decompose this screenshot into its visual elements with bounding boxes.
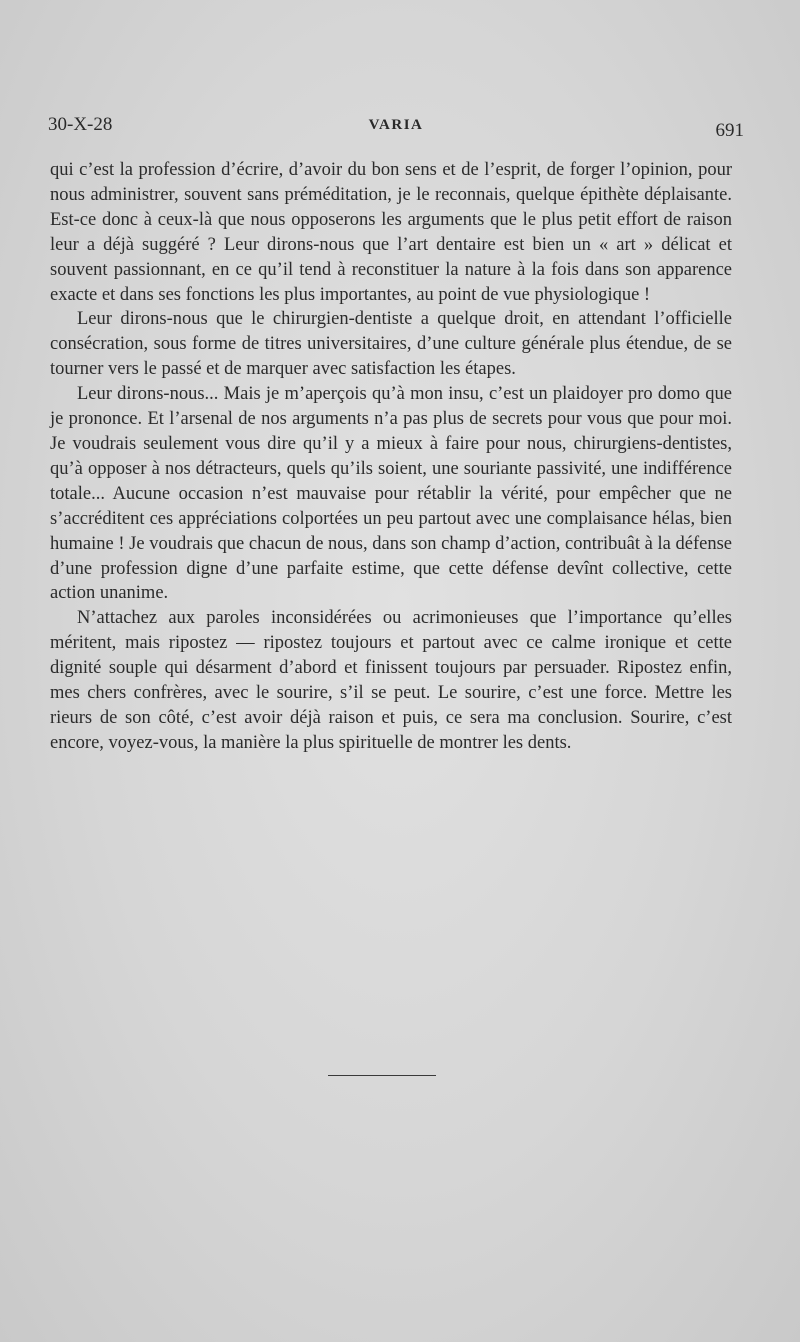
running-header bbox=[48, 114, 744, 144]
header-date: 30-X-28 bbox=[48, 114, 113, 135]
paragraph-2: Leur dirons-nous que le chirurgien-dentiste a quelque droit, en attendant l’officielle consécration, sous forme de titres universitaires, d’une culture générale plus étendue, de se tourner vers le passé et de marquer avec satisfaction les étapes. bbox=[50, 309, 732, 380]
paragraph-1: qui c’est la profession d’écrire, d’avoir du bon sens et de l’esprit, de forger l’opinion, pour nous administrer, souvent sans préméditation, je le reconnais, quelque épithète déplaisante. Est-ce donc à ceux-là que nous opposerons les arguments que le plus petit effort de raison leur a déjà suggéré ? Leur dirons-nous que l’art dentaire est bien un « art » délicat et souvent passionnant, en ce qu’il tend à reconstituer la nature à la fois dans son apparence exacte et dans ses fonctions les plus importantes, au point de vue physiologique ! bbox=[50, 160, 732, 305]
page-number: 691 bbox=[715, 120, 744, 141]
paragraph-4: N’attachez aux paroles inconsidérées ou acrimonieuses que l’importance qu’elles méritent, mais ripostez — ripostez toujours et partout avec ce calme ironique et cette dignité souple qui désarment d’abord et finissent toujours par persuader. Ripostez enfin, mes chers confrères, avec le sourire, s’il se peut. Le sourire, c’est une force. Mettre les rieurs de son côté, c’est avoir déjà raison et puis, ce sera ma conclusion. Sourire, c’est encore, voyez-vous, la manière la plus spirituelle de montrer les dents. bbox=[50, 608, 732, 753]
header-section-title: VARIA bbox=[368, 117, 424, 133]
paragraph-3: Leur dirons-nous... Mais je m’aperçois qu’à mon insu, c’est un plaidoyer pro domo que je prononce. Et l’arsenal de nos arguments n’a pas plus de secrets pour vous que pour moi. Je voudrais seulement vous dire qu’il y a mieux à faire pour nous, chirurgiens-dentistes, qu’à opposer à nos détracteurs, quels qu’ils soient, une souriante passivité, une indifférence totale... Aucune occasion n’est mauvaise pour rétablir la vérité, pour empêcher que ne s’accréditent ces appréciations colportées un peu partout avec une complaisance hélas, bien humaine ! Je voudrais que chacun de nous, dans son champ d’action, contribuât à la défense d’une profession digne d’une parfaite estime, que cette défense devînt collective, cette action unanime. bbox=[50, 384, 732, 604]
article-body bbox=[50, 158, 732, 756]
end-rule-divider bbox=[328, 1075, 436, 1076]
